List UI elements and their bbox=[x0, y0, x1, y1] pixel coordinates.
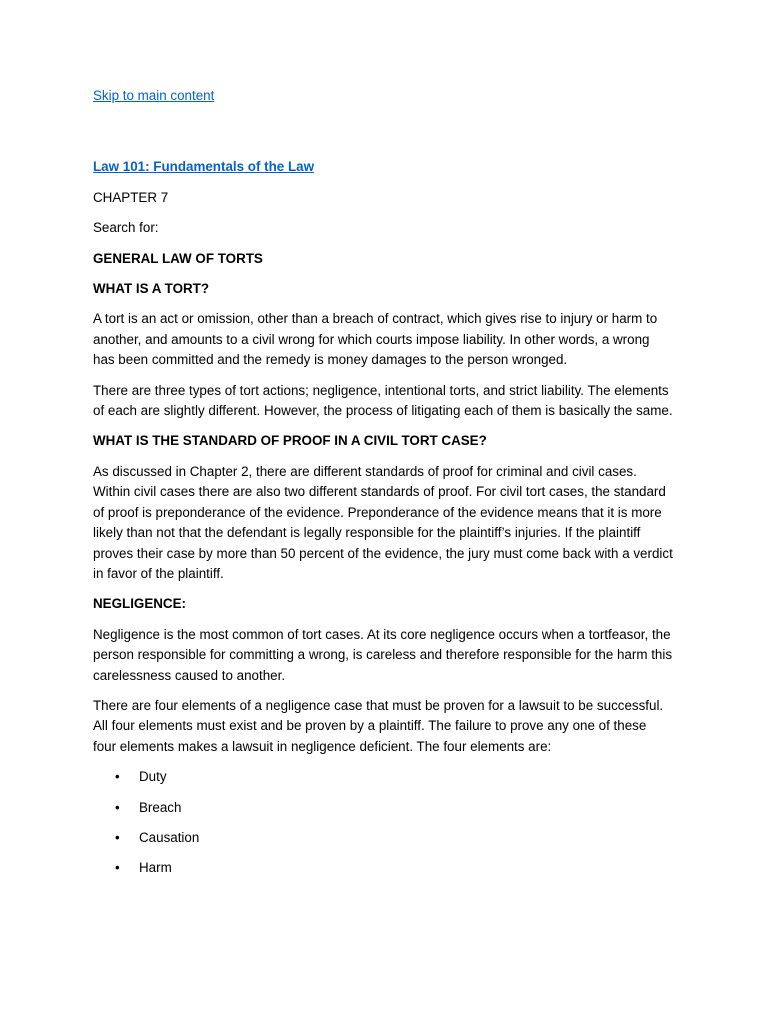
negligence-elements-list bbox=[93, 767, 673, 879]
bullet-icon: • bbox=[115, 829, 120, 845]
list-item-label: Breach bbox=[139, 799, 182, 815]
paragraph-negligence-definition: Negligence is the most common of tort cases. At its core negligence occurs when a tortfeasor, the person responsible for committing a wrong, is careless and therefore responsible for the harm this carelessness caused to another. bbox=[93, 626, 673, 683]
paragraph-standard-of-proof: As discussed in Chapter 2, there are different standards of proof for criminal and civil cases. Within civil cases there are also two different standards of proof. For civil tort cases, the standard of proof is preponderance of the evidence. Preponderance of the evidence means that it is more likely than not that the defendant is legally responsible for the plaintiff’s injuries. If the plaintiff proves their case by more than 50 percent of the evidence, the jury must come back with a verdict in favor of the plaintiff. bbox=[93, 463, 673, 581]
bullet-icon: • bbox=[115, 769, 120, 785]
course-title-link[interactable]: Law 101: Fundamentals of the Law bbox=[93, 159, 314, 175]
list-item-label: Duty bbox=[139, 769, 167, 785]
list-item bbox=[115, 858, 673, 878]
list-item-label: Harm bbox=[139, 860, 172, 876]
paragraph-tort-types: There are three types of tort actions; negligence, intentional torts, and strict liability. The elements of each are slightly different. However, the process of litigating each of them is basically the same. bbox=[93, 382, 673, 419]
list-item bbox=[115, 828, 673, 848]
bullet-icon: • bbox=[115, 860, 120, 876]
skip-to-main-content-link[interactable]: Skip to main content bbox=[93, 88, 215, 103]
list-item bbox=[115, 798, 673, 818]
document-title: GENERAL LAW OF TORTS bbox=[93, 250, 263, 266]
paragraph-tort-definition: A tort is an act or omission, other than a breach of contract, which gives rise to injury or harm to another, and amounts to a civil wrong for which courts impose liability. In other words, a wrong has been committed and the remedy is money damages to the person wronged. bbox=[93, 311, 658, 368]
bullet-icon: • bbox=[115, 799, 120, 815]
heading-standard-of-proof: WHAT IS THE STANDARD OF PROOF IN A CIVIL TORT CASE? bbox=[93, 433, 487, 449]
heading-what-is-a-tort: WHAT IS A TORT? bbox=[93, 281, 210, 297]
list-item-label: Causation bbox=[139, 829, 200, 845]
heading-negligence: NEGLIGENCE: bbox=[93, 596, 186, 612]
document-page bbox=[93, 86, 673, 889]
list-item bbox=[115, 767, 673, 787]
chapter-label: CHAPTER 7 bbox=[93, 189, 169, 205]
search-label: Search for: bbox=[93, 220, 159, 236]
paragraph-negligence-elements: There are four elements of a negligence case that must be proven for a lawsuit to be successful. All four elements must exist and be proven by a plaintiff. The failure to prove any one of these four elements makes a lawsuit in negligence deficient. The four elements are: bbox=[93, 697, 664, 754]
